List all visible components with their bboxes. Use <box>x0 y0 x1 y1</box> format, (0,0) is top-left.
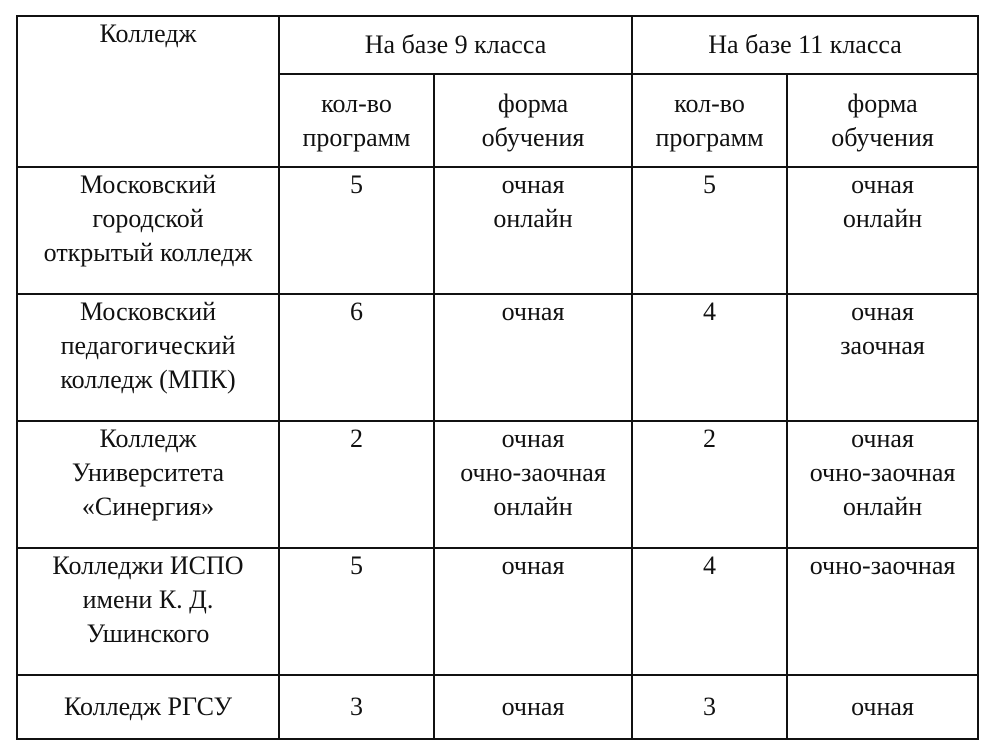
grade-11-count-cell <box>632 548 787 675</box>
grade-9-group-label: На базе 9 класса <box>364 30 547 59</box>
study-form-line: очная <box>851 297 914 326</box>
form-label-line: обучения <box>481 122 585 152</box>
college-name-line: педагогический <box>60 331 236 360</box>
college-name-line: Московский <box>79 297 217 326</box>
college-name-line: «Синергия» <box>81 492 215 521</box>
grade-11-group-header <box>632 16 978 74</box>
grade-9-count-header <box>279 74 434 167</box>
study-form-line: онлайн <box>493 492 573 521</box>
college-name-line: Университета <box>71 458 225 487</box>
grade-11-count-cell <box>632 421 787 548</box>
grade-11-form-cell <box>787 167 978 294</box>
table-row <box>17 167 978 294</box>
college-name-cell <box>17 421 279 548</box>
grade-9-count-cell <box>279 675 434 739</box>
colleges-table <box>16 15 979 740</box>
grade-9-form-cell <box>434 167 632 294</box>
college-name-line: Ушинского <box>86 619 210 648</box>
form-label-line: обучения <box>831 122 934 152</box>
study-form-line: очно-заочная <box>809 551 956 580</box>
grade-9-form-cell <box>434 294 632 421</box>
college-column-header <box>17 16 279 167</box>
study-form-line: очная <box>501 297 565 326</box>
grade-9-count-value: 6 <box>350 297 363 326</box>
grade-9-count-cell <box>279 294 434 421</box>
count-label-line: кол-во <box>321 88 392 118</box>
grade-9-form-cell <box>434 548 632 675</box>
college-name-line: Колледжи ИСПО <box>52 551 244 580</box>
grade-11-count-value: 2 <box>703 424 717 453</box>
study-form-line: заочная <box>840 331 925 360</box>
college-column-label: Колледж <box>99 19 197 48</box>
grade-9-group-header <box>279 16 632 74</box>
college-name-line: колледж (МПК) <box>60 365 236 394</box>
count-label-line: кол-во <box>674 88 745 118</box>
grade-11-form-cell <box>787 294 978 421</box>
grade-9-count-value: 5 <box>350 170 363 199</box>
grade-9-count-cell <box>279 548 434 675</box>
study-form-line: онлайн <box>493 204 573 233</box>
study-form-line: очная <box>501 551 565 580</box>
college-name-line: Московский <box>79 170 217 199</box>
grade-9-form-header <box>434 74 632 167</box>
count-label-line: программ <box>302 122 411 152</box>
college-name-cell <box>17 675 279 739</box>
study-form-line: очно-заочная <box>460 458 606 487</box>
header-row-groups <box>17 16 978 74</box>
grade-9-count-cell <box>279 421 434 548</box>
grade-11-group-label: На базе 11 класса <box>708 30 902 59</box>
college-name-line: открытый колледж <box>43 238 253 267</box>
grade-9-count-value: 3 <box>350 692 363 721</box>
college-name-cell <box>17 548 279 675</box>
table-row <box>17 294 978 421</box>
study-form-line: очная <box>501 692 565 721</box>
table-row <box>17 548 978 675</box>
study-form-line: очная <box>501 424 565 453</box>
study-form-line: онлайн <box>842 204 923 233</box>
form-label-line: форма <box>847 88 918 118</box>
grade-11-count-value: 4 <box>703 297 717 326</box>
grade-11-count-value: 5 <box>703 170 717 199</box>
grade-11-count-header <box>632 74 787 167</box>
study-form-line: очная <box>851 692 914 721</box>
college-name-line: Колледж <box>99 424 197 453</box>
grade-11-form-cell <box>787 675 978 739</box>
grade-11-count-cell <box>632 675 787 739</box>
count-label-line: программ <box>655 122 764 152</box>
study-form-line: очная <box>851 170 914 199</box>
study-form-line: очно-заочная <box>809 458 956 487</box>
table-row <box>17 421 978 548</box>
grade-11-count-value: 3 <box>703 692 717 721</box>
grade-11-form-cell <box>787 548 978 675</box>
grade-11-count-value: 4 <box>703 551 717 580</box>
study-form-line: очная <box>851 424 914 453</box>
college-name-cell <box>17 167 279 294</box>
grade-9-count-value: 2 <box>350 424 363 453</box>
college-name-cell <box>17 294 279 421</box>
study-form-line: очная <box>501 170 565 199</box>
grade-11-count-cell <box>632 294 787 421</box>
college-name-line: Колледж РГСУ <box>63 692 233 721</box>
grade-9-form-cell <box>434 421 632 548</box>
college-name-line: городской <box>92 204 204 233</box>
grade-11-count-cell <box>632 167 787 294</box>
grade-9-count-cell <box>279 167 434 294</box>
grade-9-form-cell <box>434 675 632 739</box>
college-name-line: имени К. Д. <box>82 585 214 614</box>
grade-9-count-value: 5 <box>350 551 363 580</box>
grade-11-form-header <box>787 74 978 167</box>
study-form-line: онлайн <box>842 492 923 521</box>
form-label-line: форма <box>497 88 569 118</box>
grade-11-form-cell <box>787 421 978 548</box>
table-row <box>17 675 978 739</box>
